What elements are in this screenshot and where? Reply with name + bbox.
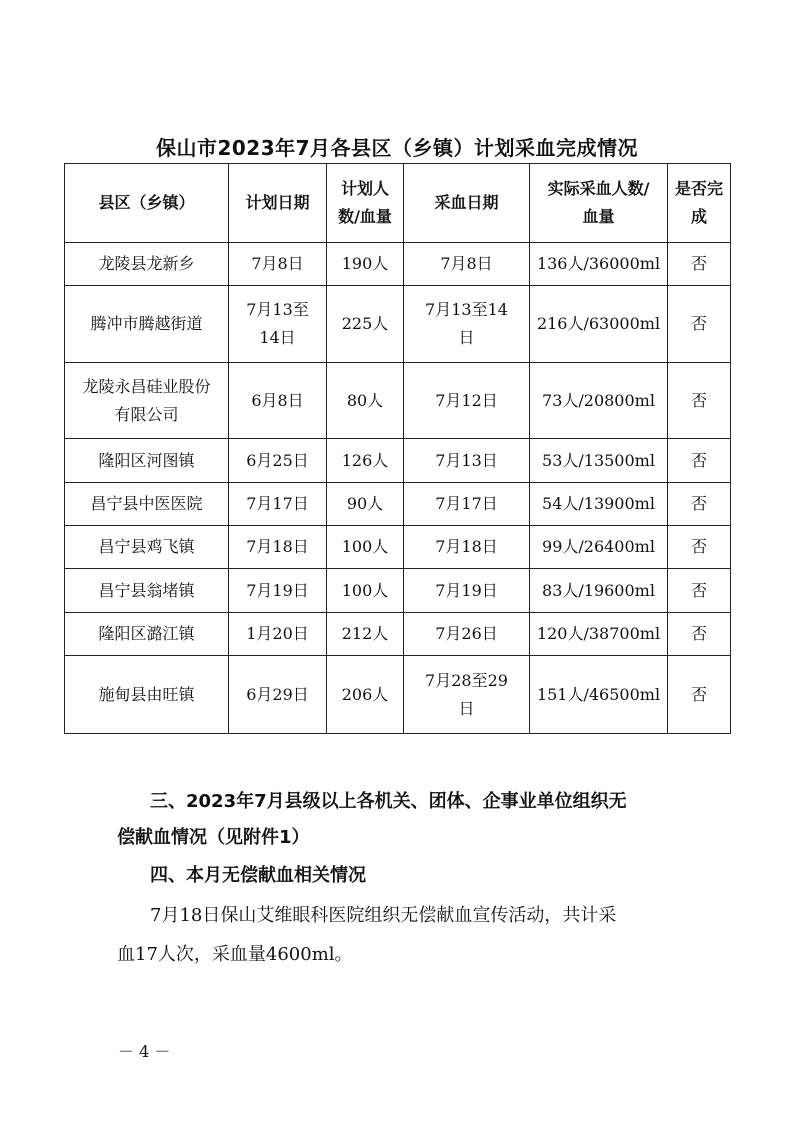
cell-collect-date: 7月17日 <box>404 483 530 526</box>
header-actual: 实际采血人数/ 血量 <box>530 164 668 243</box>
cell-actual: 136人/36000ml <box>530 243 668 286</box>
cell-plan-people: 100人 <box>327 569 404 613</box>
cell-collect-date: 7月18日 <box>404 526 530 569</box>
table-row <box>65 439 731 483</box>
section-4-paragraph-line-2: 血17人次，采血量4600ml。 <box>117 944 353 965</box>
cell-plan-date: 7月13至 14日 <box>229 286 327 363</box>
cell-done: 否 <box>668 526 731 569</box>
table-row <box>65 569 731 613</box>
cell-plan-date: 1月20日 <box>229 613 327 656</box>
cell-collect-date: 7月8日 <box>404 243 530 286</box>
cell-plan-people: 206人 <box>327 656 404 734</box>
table-row <box>65 243 731 286</box>
header-plan-date: 计划日期 <box>229 164 327 243</box>
cell-collect-date: 7月19日 <box>404 569 530 613</box>
cell-region: 龙陵县龙新乡 <box>65 243 229 286</box>
table-row <box>65 363 731 439</box>
cell-plan-date: 6月8日 <box>229 363 327 439</box>
cell-done: 否 <box>668 656 731 734</box>
cell-actual: 99人/26400ml <box>530 526 668 569</box>
cell-plan-date: 7月18日 <box>229 526 327 569</box>
cell-collect-date: 7月28至29 日 <box>404 656 530 734</box>
table-row <box>65 483 731 526</box>
table-row <box>65 656 731 734</box>
cell-plan-people: 212人 <box>327 613 404 656</box>
cell-done: 否 <box>668 569 731 613</box>
cell-region: 龙陵永昌硅业股份 有限公司 <box>65 363 229 439</box>
header-done: 是否完成 <box>668 164 731 243</box>
cell-actual: 216人/63000ml <box>530 286 668 363</box>
section-4-heading: 四、本月无偿献血相关情况 <box>150 865 366 886</box>
cell-done: 否 <box>668 286 731 363</box>
cell-plan-people: 190人 <box>327 243 404 286</box>
cell-plan-people: 225人 <box>327 286 404 363</box>
cell-plan-date: 7月17日 <box>229 483 327 526</box>
header-region: 县区（乡镇） <box>65 164 229 243</box>
page-number: － 4 － <box>118 1042 171 1061</box>
cell-actual: 54人/13900ml <box>530 483 668 526</box>
cell-actual: 151人/46500ml <box>530 656 668 734</box>
cell-plan-date: 6月29日 <box>229 656 327 734</box>
cell-plan-people: 126人 <box>327 439 404 483</box>
cell-region: 昌宁县鸡飞镇 <box>65 526 229 569</box>
cell-collect-date: 7月12日 <box>404 363 530 439</box>
cell-actual: 120人/38700ml <box>530 613 668 656</box>
cell-done: 否 <box>668 243 731 286</box>
cell-actual: 73人/20800ml <box>530 363 668 439</box>
cell-plan-date: 7月19日 <box>229 569 327 613</box>
cell-actual: 83人/19600ml <box>530 569 668 613</box>
cell-region: 昌宁县翁堵镇 <box>65 569 229 613</box>
table-row <box>65 286 731 363</box>
cell-actual: 53人/13500ml <box>530 439 668 483</box>
blood-collection-table <box>64 163 731 734</box>
cell-collect-date: 7月13至14 日 <box>404 286 530 363</box>
table-row <box>65 613 731 656</box>
cell-plan-date: 7月8日 <box>229 243 327 286</box>
cell-region: 施甸县由旺镇 <box>65 656 229 734</box>
header-plan-people: 计划人 数/血量 <box>327 164 404 243</box>
cell-done: 否 <box>668 613 731 656</box>
table-row <box>65 526 731 569</box>
cell-done: 否 <box>668 483 731 526</box>
cell-collect-date: 7月13日 <box>404 439 530 483</box>
cell-plan-people: 80人 <box>327 363 404 439</box>
cell-region: 隆阳区河图镇 <box>65 439 229 483</box>
cell-done: 否 <box>668 439 731 483</box>
section-3-heading-line-2: 偿献血情况（见附件1） <box>117 827 310 848</box>
cell-region: 隆阳区潞江镇 <box>65 613 229 656</box>
cell-collect-date: 7月26日 <box>404 613 530 656</box>
table-header-row <box>65 164 731 243</box>
cell-region: 腾冲市腾越街道 <box>65 286 229 363</box>
table-title: 保山市2023年7月各县区（乡镇）计划采血完成情况 <box>155 136 639 160</box>
header-collect-date: 采血日期 <box>404 164 530 243</box>
section-4-paragraph-line-1: 7月18日保山艾维眼科医院组织无偿献血宣传活动，共计采 <box>150 905 617 926</box>
cell-plan-date: 6月25日 <box>229 439 327 483</box>
section-3-heading-line-1: 三、2023年7月县级以上各机关、团体、企事业单位组织无 <box>150 791 627 812</box>
cell-plan-people: 100人 <box>327 526 404 569</box>
cell-region: 昌宁县中医医院 <box>65 483 229 526</box>
cell-plan-people: 90人 <box>327 483 404 526</box>
cell-done: 否 <box>668 363 731 439</box>
